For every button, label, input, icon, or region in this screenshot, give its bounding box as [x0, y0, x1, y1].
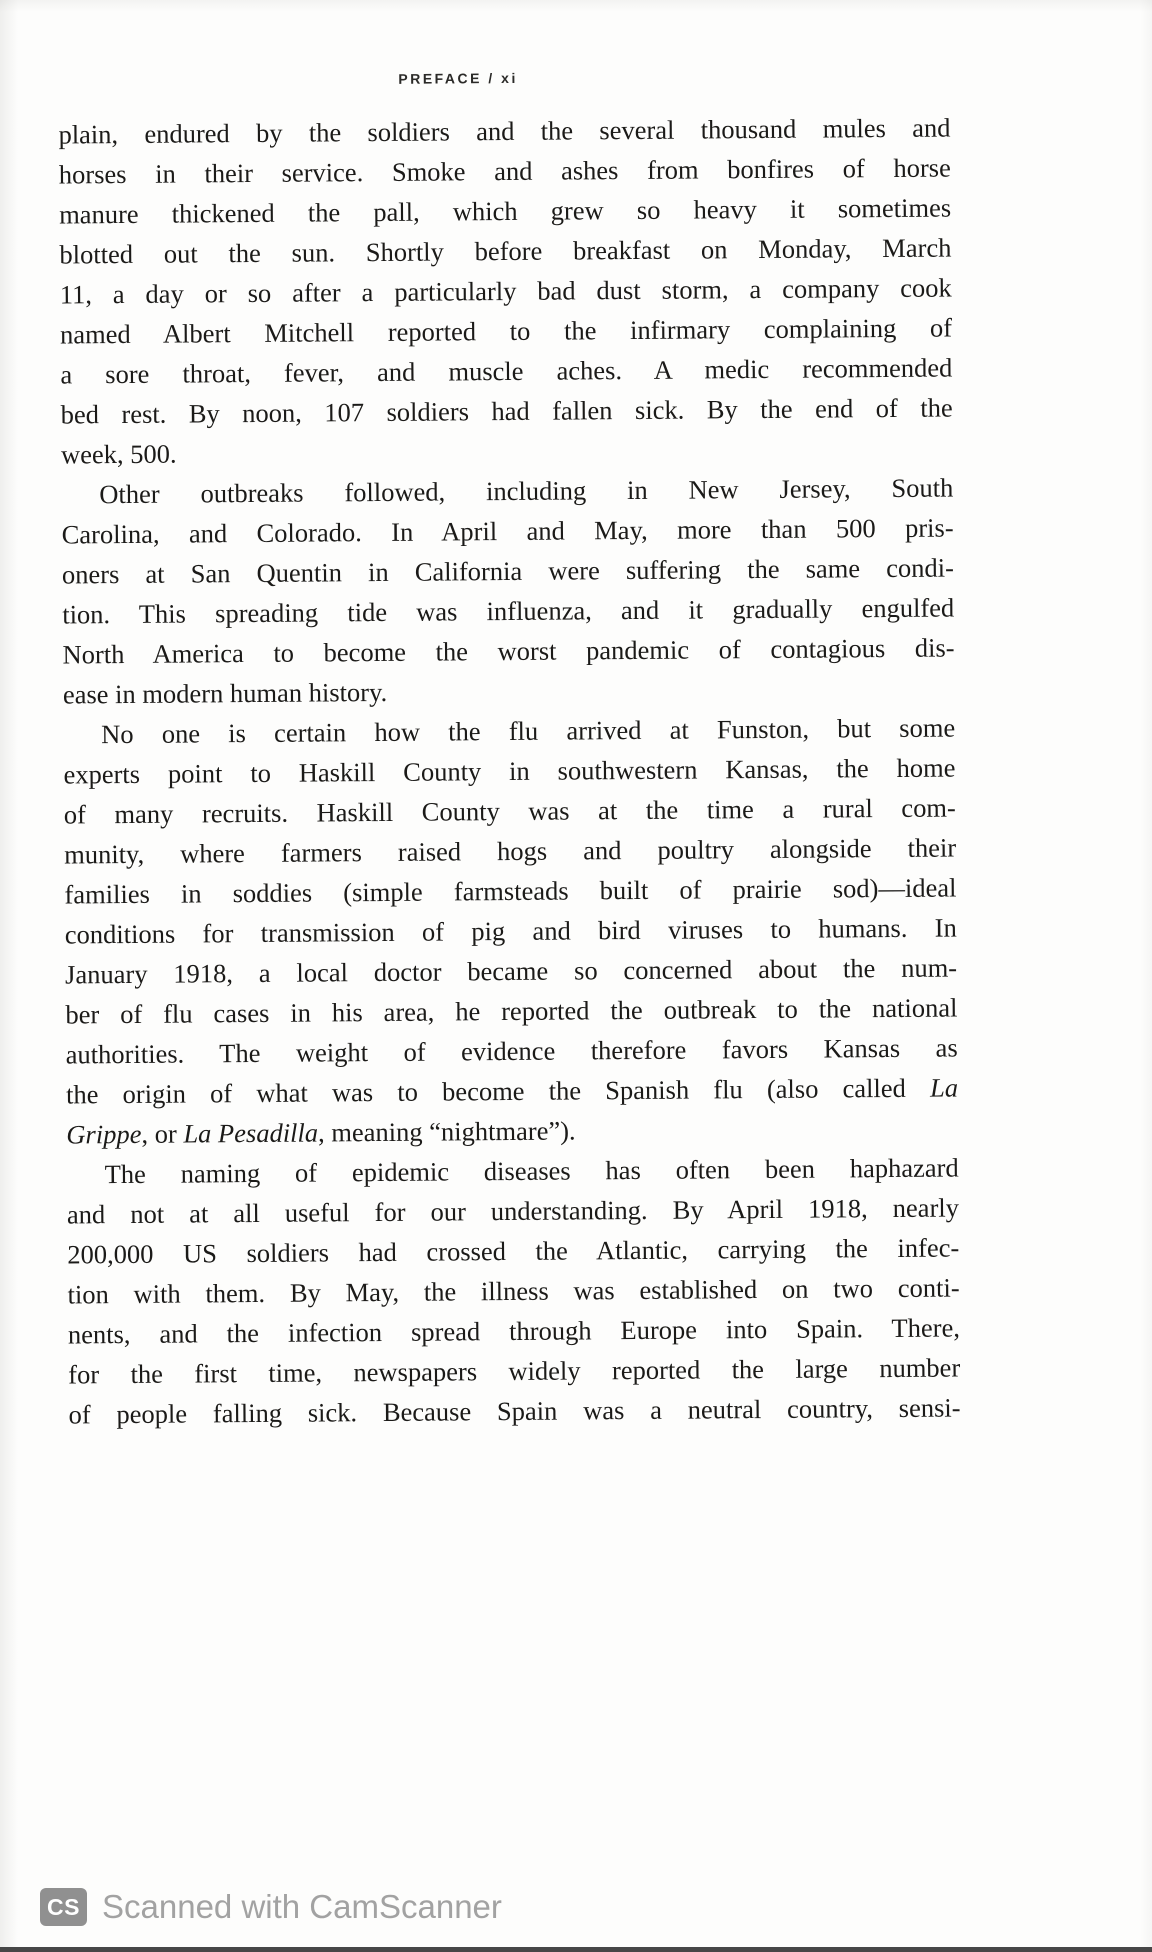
- text-segment: tion with them. By May, the illness was established on two conti-: [67, 1272, 960, 1310]
- text-segment: Other outbreaks followed, including in New Jersey, South: [99, 472, 954, 510]
- page-header: PREFACE / xi: [398, 69, 518, 87]
- text-segment: of many recruits. Haskill County was at the time a rural com-: [63, 792, 956, 830]
- text-segment: oners at San Quentin in California were suffering the same condi-: [61, 552, 955, 590]
- text-segment: for the first time, newspapers widely reported the large number: [68, 1352, 961, 1390]
- italic-text: Grippe: [66, 1118, 142, 1150]
- text-segment: , meaning “nightmare”).: [317, 1115, 576, 1148]
- text-segment: , or: [141, 1118, 184, 1149]
- text-segment: plain, endured by the soldiers and the several thousand mules and: [58, 112, 951, 150]
- text-segment: No one is certain how the flu arrived at Funston, but some: [101, 712, 956, 750]
- text-line: [68, 1347, 960, 1394]
- text-line: [66, 1107, 958, 1154]
- page-text: [58, 107, 960, 1434]
- text-line: [64, 827, 956, 874]
- text-line: [63, 667, 955, 714]
- paragraph: [67, 1147, 961, 1434]
- text-segment: Carolina, and Colorado. In April and May, more than 500 pris-: [61, 512, 954, 550]
- text-segment: of people falling sick. Because Spain was a neutral country, sensi-: [68, 1392, 961, 1430]
- text-line: [65, 987, 957, 1034]
- text-line: [65, 907, 957, 954]
- text-line: [63, 747, 955, 794]
- text-line: [67, 1187, 959, 1234]
- scan-edge-bottom: [0, 1947, 1152, 1952]
- text-line: [61, 427, 953, 474]
- text-segment: The naming of epidemic diseases has often been haphazard: [104, 1152, 959, 1190]
- text-segment: authorities. The weight of evidence therefore favors Kansas as: [65, 1032, 958, 1070]
- text-segment: ber of flu cases in his area, he reported the outbreak to the national: [65, 992, 958, 1030]
- text-line: [67, 1227, 959, 1274]
- paragraph: [61, 467, 955, 714]
- text-line: [64, 867, 956, 914]
- text-line: [59, 187, 951, 234]
- text-segment: and not at all useful for our understanding. By April 1918, nearly: [66, 1192, 960, 1230]
- text-segment: families in soddies (simple farmsteads built of prairie sod)—ideal: [64, 872, 957, 910]
- text-line: [66, 1067, 958, 1114]
- text-segment: week, 500.: [60, 438, 177, 470]
- text-line: [61, 467, 953, 514]
- text-line: [68, 1307, 960, 1354]
- paragraph: [63, 707, 958, 1154]
- text-segment: bed rest. By noon, 107 soldiers had fallen sick. By the end of the: [60, 392, 953, 430]
- camscanner-watermark-text: Scanned with CamScanner: [102, 1888, 502, 1925]
- text-segment: tion. This spreading tide was influenza, and it gradually engulfed: [62, 592, 955, 630]
- text-segment: named Albert Mitchell reported to the infirmary complaining of: [59, 312, 953, 350]
- italic-text: La: [929, 1072, 959, 1103]
- text-line: [61, 387, 953, 434]
- text-line: [60, 307, 952, 354]
- text-line: [62, 547, 954, 594]
- text-line: [67, 1267, 959, 1314]
- text-segment: 200,000 US soldiers had crossed the Atlantic, carrying the infec-: [67, 1232, 960, 1270]
- page-body: [58, 66, 961, 1434]
- text-line: [59, 227, 951, 274]
- paragraph: [58, 107, 953, 474]
- text-segment: horses in their service. Smoke and ashes from bonfires of horse: [58, 152, 951, 190]
- camscanner-watermark: [40, 1888, 502, 1926]
- text-segment: blotted out the sun. Shortly before breakfast on Monday, March: [59, 232, 952, 270]
- text-line: [61, 507, 953, 554]
- text-line: [60, 267, 952, 314]
- text-line: [65, 947, 957, 994]
- text-line: [59, 147, 951, 194]
- text-segment: the origin of what was to become the Spanish flu (also called: [65, 1072, 931, 1110]
- text-line: [64, 787, 956, 834]
- italic-text: La Pesadilla: [183, 1117, 319, 1149]
- text-segment: munity, where farmers raised hogs and poultry alongside their: [64, 832, 957, 870]
- text-segment: a sore throat, fever, and muscle aches. A medic recommended: [60, 352, 953, 390]
- text-line: [67, 1147, 959, 1194]
- text-line: [66, 1027, 958, 1074]
- text-segment: nents, and the infection spread through Europe into Spain. There,: [67, 1312, 961, 1350]
- text-segment: January 1918, a local doctor became so concerned about the num-: [64, 952, 958, 990]
- text-line: [68, 1387, 960, 1434]
- text-segment: ease in modern human history.: [62, 676, 388, 710]
- text-segment: experts point to Haskill County in southwestern Kansas, the home: [63, 752, 956, 790]
- text-line: [60, 347, 952, 394]
- text-line: [62, 587, 954, 634]
- text-segment: 11, a day or so after a particularly bad dust storm, a company cook: [59, 272, 952, 310]
- text-segment: manure thickened the pall, which grew so heavy it sometimes: [59, 192, 952, 230]
- text-segment: North America to become the worst pandemic of contagious dis-: [62, 632, 955, 670]
- text-segment: conditions for transmission of pig and bird viruses to humans. In: [64, 912, 957, 950]
- text-line: [62, 627, 954, 674]
- text-line: [63, 707, 955, 754]
- camscanner-logo-icon: CS: [40, 1888, 87, 1926]
- text-line: [58, 107, 950, 154]
